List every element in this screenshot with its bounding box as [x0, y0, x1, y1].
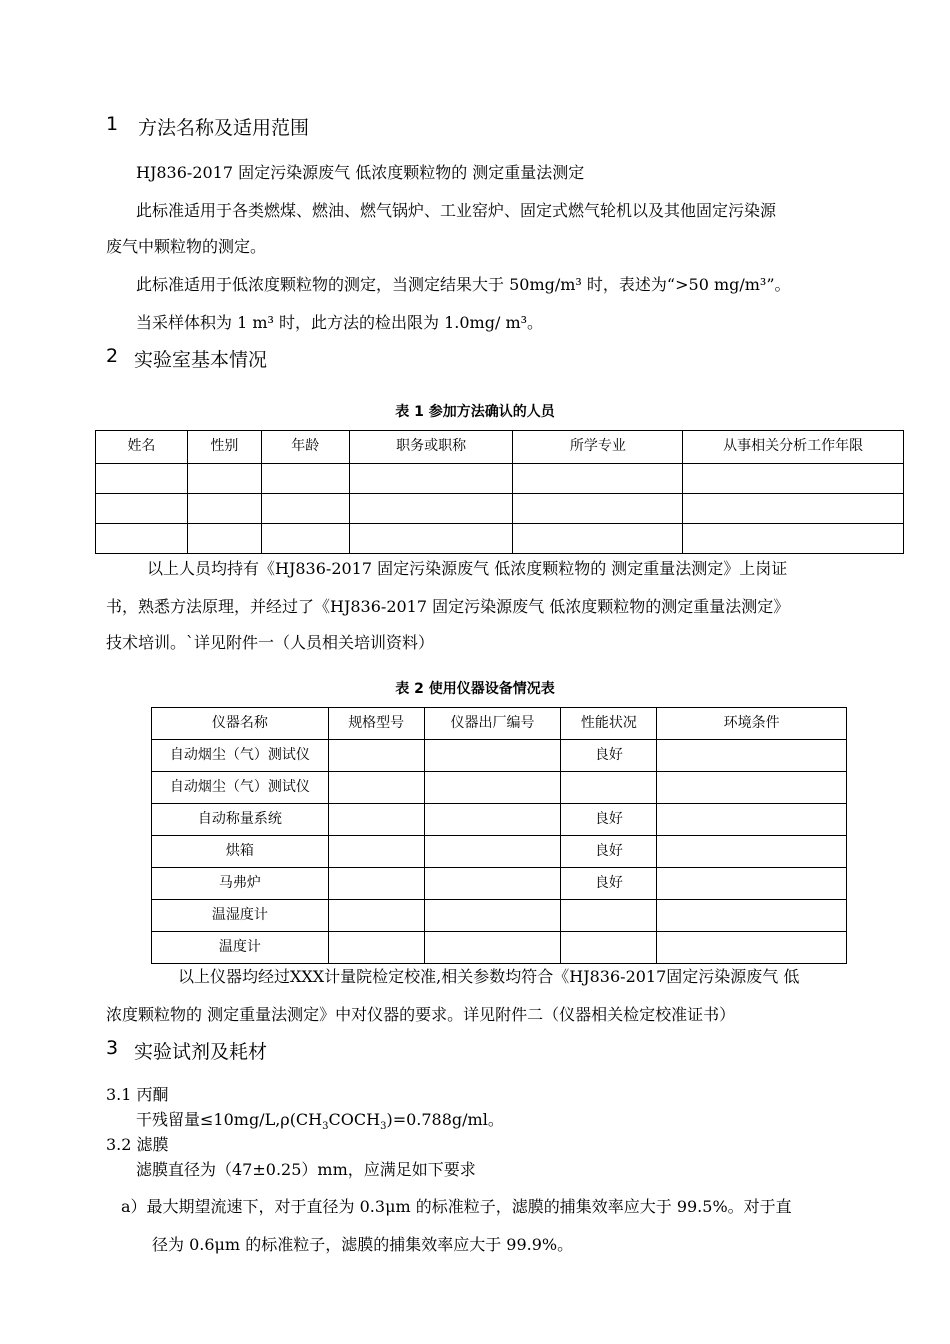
instrument-model: [328, 932, 424, 964]
instrument-table-header: [152, 708, 847, 740]
header-serial: 仪器出厂编号: [424, 708, 561, 740]
section-1-number: 1: [106, 113, 119, 135]
table-cell: [513, 524, 683, 554]
instrument-environment: [657, 932, 847, 964]
header-environment: 环境条件: [657, 708, 847, 740]
header-name: 姓名: [96, 431, 188, 464]
section-2-number: 2: [106, 345, 119, 367]
instrument-condition: 良好: [561, 868, 657, 900]
table-cell: [96, 464, 188, 494]
filter-requirement-a-line2: 径为 0.6μm 的标准粒子，滤膜的捕集效率应大于 99.9%。: [152, 1235, 574, 1254]
header-instrument-name: 仪器名称: [152, 708, 329, 740]
table-row: [152, 868, 847, 900]
subscript: 3: [380, 1121, 387, 1133]
table-cell: [513, 494, 683, 524]
table-cell: [187, 494, 261, 524]
subscript: 3: [322, 1121, 329, 1133]
instrument-name: 自动称量系统: [152, 804, 329, 836]
instrument-model: [328, 900, 424, 932]
instrument-table: [151, 707, 847, 964]
instrument-environment: [657, 804, 847, 836]
header-condition: 性能状况: [561, 708, 657, 740]
table-row: [96, 524, 904, 554]
table-cell: [261, 524, 349, 554]
table-cell: [683, 464, 904, 494]
section-3-number: 3: [106, 1037, 119, 1059]
instrument-name: 温度计: [152, 932, 329, 964]
personnel-note-line3: 技术培训。`详见附件一（人员相关培训资料）: [106, 633, 435, 652]
header-major: 所学专业: [513, 431, 683, 464]
instrument-environment: [657, 900, 847, 932]
table-row: [152, 804, 847, 836]
table-row: [152, 740, 847, 772]
filter-diameter-text: 滤膜直径为（47±0.25）mm，应满足如下要求: [136, 1160, 476, 1179]
table-row: [152, 836, 847, 868]
table-cell: [513, 464, 683, 494]
table-cell: [96, 524, 188, 554]
instrument-name: 烘箱: [152, 836, 329, 868]
instrument-environment: [657, 836, 847, 868]
instrument-condition: 良好: [561, 836, 657, 868]
instrument-serial: [424, 740, 561, 772]
subsection-3-2-title: 3.2 滤膜: [106, 1135, 169, 1154]
instrument-model: [328, 868, 424, 900]
table-row: [152, 772, 847, 804]
instrument-serial: [424, 868, 561, 900]
instrument-condition: [561, 932, 657, 964]
section-3-title: 实验试剂及耗材: [134, 1041, 268, 1063]
instrument-model: [328, 836, 424, 868]
instrument-note-line2: 浓度颗粒物的 测定重量法测定》中对仪器的要求。详见附件二（仪器相关检定校准证书）: [106, 1005, 736, 1024]
table-cell: [683, 494, 904, 524]
instrument-serial: [424, 932, 561, 964]
personnel-table: [95, 430, 904, 554]
acetone-spec-text: [136, 1107, 504, 1132]
subsection-3-1-title: 3.1 丙酮: [106, 1085, 169, 1104]
filter-requirement-a-line1: a）最大期望流速下，对于直径为 0.3μm 的标准粒子，滤膜的捕集效率应大于 99.5%。对于直: [121, 1197, 792, 1216]
instrument-condition: [561, 772, 657, 804]
table-row: [152, 932, 847, 964]
acetone-spec-part3: )=0.788g/ml。: [386, 1110, 504, 1129]
acetone-spec-part1: 干残留量≤10mg/L,ρ(CH: [136, 1110, 323, 1129]
header-years: 从事相关分析工作年限: [683, 431, 904, 464]
scope-text-line1: 此标准适用于各类燃煤、燃油、燃气锅炉、工业窑炉、固定式燃气轮机以及其他固定污染源: [136, 201, 777, 220]
table-cell: [349, 524, 513, 554]
scope-text-line2: 废气中颗粒物的测定。: [106, 237, 267, 256]
header-gender: 性别: [187, 431, 261, 464]
section-1-title: 方法名称及适用范围: [138, 117, 310, 139]
header-title: 职务或职称: [349, 431, 513, 464]
instrument-name: 温湿度计: [152, 900, 329, 932]
instrument-serial: [424, 836, 561, 868]
table-cell: [261, 494, 349, 524]
table-cell: [349, 494, 513, 524]
personnel-note-line1: 以上人员均持有《HJ836-2017 固定污染源废气 低浓度颗粒物的 测定重量法测定》上岗证: [147, 559, 788, 578]
section-2-title: 实验室基本情况: [134, 349, 268, 371]
instrument-environment: [657, 868, 847, 900]
instrument-name: 自动烟尘（气）测试仪: [152, 740, 329, 772]
table-cell: [683, 524, 904, 554]
personnel-note-line2: 书，熟悉方法原理，并经过了《HJ836-2017 固定污染源废气 低浓度颗粒物的测定重量法测定》: [106, 597, 790, 616]
instrument-name: 马弗炉: [152, 868, 329, 900]
instrument-condition: 良好: [561, 740, 657, 772]
header-model: 规格型号: [328, 708, 424, 740]
table-1-caption: 表 1 参加方法确认的人员: [395, 404, 555, 420]
table-cell: [349, 464, 513, 494]
header-age: 年龄: [261, 431, 349, 464]
instrument-serial: [424, 772, 561, 804]
detection-limit-text: 当采样体积为 1 m³ 时，此方法的检出限为 1.0mg/ m³。: [136, 313, 544, 332]
instrument-note-line1: 以上仪器均经过XXX计量院检定校准,相关参数均符合《HJ836-2017固定污染源废气 低: [178, 967, 800, 986]
instrument-model: [328, 804, 424, 836]
table-cell: [261, 464, 349, 494]
instrument-model: [328, 772, 424, 804]
table-cell: [187, 524, 261, 554]
instrument-serial: [424, 900, 561, 932]
instrument-name: 自动烟尘（气）测试仪: [152, 772, 329, 804]
table-cell: [187, 464, 261, 494]
instrument-model: [328, 740, 424, 772]
scope-concentration-text: 此标准适用于低浓度颗粒物的测定，当测定结果大于 50mg/m³ 时，表述为“>50 mg/m³”。: [136, 275, 791, 294]
instrument-serial: [424, 804, 561, 836]
acetone-spec-part2: COCH: [328, 1110, 381, 1129]
table-row: [96, 464, 904, 494]
instrument-environment: [657, 740, 847, 772]
table-cell: [96, 494, 188, 524]
method-name-text: HJ836-2017 固定污染源废气 低浓度颗粒物的 测定重量法测定: [136, 163, 585, 182]
instrument-condition: [561, 900, 657, 932]
table-row: [96, 494, 904, 524]
table-row: [152, 900, 847, 932]
personnel-table-header: [96, 431, 904, 464]
instrument-environment: [657, 772, 847, 804]
instrument-condition: 良好: [561, 804, 657, 836]
table-2-caption: 表 2 使用仪器设备情况表: [395, 681, 555, 697]
